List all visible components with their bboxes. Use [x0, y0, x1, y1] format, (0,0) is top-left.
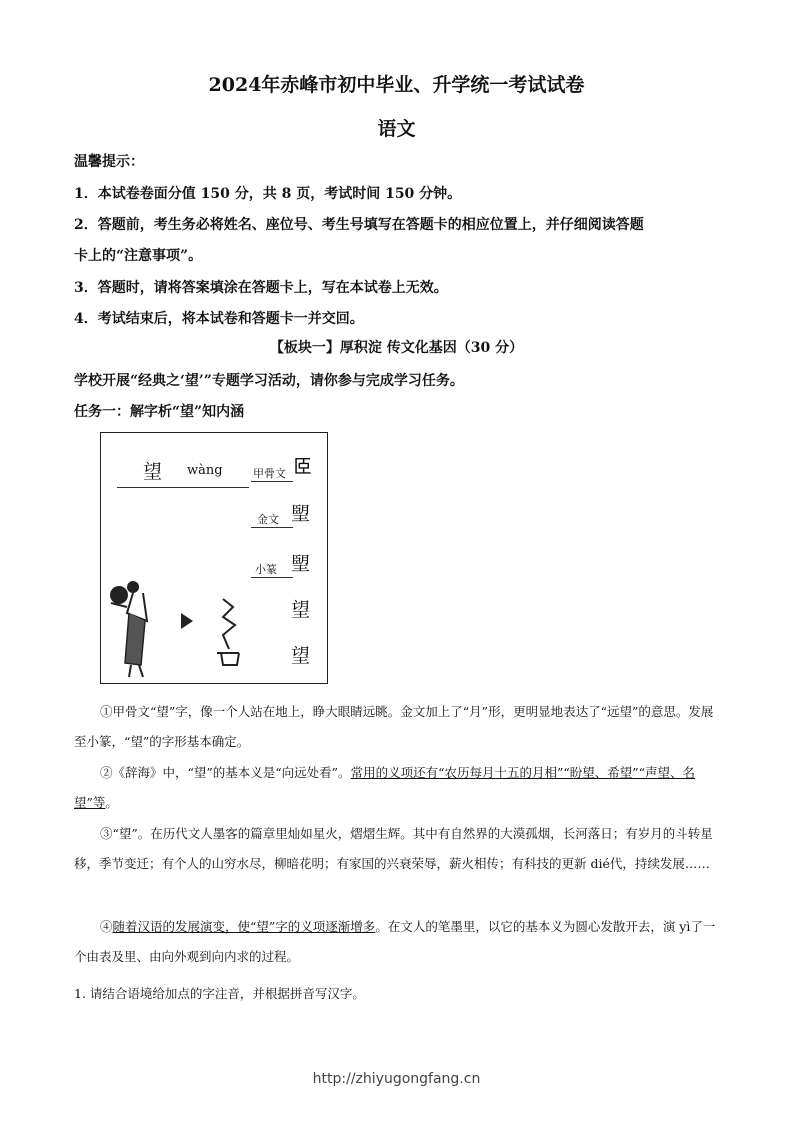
question-1: 1. 请结合语境给加点的字注音，并根据拼音写汉字。	[74, 986, 365, 1001]
glyph-small-seal: 朢	[291, 553, 311, 575]
tip-item-2: 2．答题前，考生务必将姓名、座位号、考生号填写在答题卡的相应位置上，并仔细阅读答题	[74, 217, 644, 233]
exam-title: 2024年赤峰市初中毕业、升学统一考试试卷	[208, 74, 585, 96]
glyph-regular: 望	[291, 645, 311, 667]
paragraph-2-start: ②《辞海》中，“望”的基本义是“向远处看”。	[100, 765, 351, 780]
label-underline-2	[251, 527, 293, 528]
paragraph-2-underlined: 常用的义项还有“农历每月十五的月相”“盼望、希望”“声望、名望”等	[74, 765, 696, 810]
subject-title: 语文	[377, 118, 416, 140]
figure-pinyin: wàng	[187, 463, 223, 478]
passage-paragraph-3: ③“望”。在历代文人墨客的篇章里灿如星火，熠熠生辉。其中有自然界的大漠孤烟，长河落日；有岁月的斗转星移，季节变迁；有个人的山穷水尽，柳暗花明；有家国的兴衰荣辱，薪火相传；有科技的更新 dié代，持续发展……	[74, 826, 713, 871]
figure-rule	[117, 487, 249, 488]
label-small-seal: 小篆	[255, 563, 277, 576]
task-one-title: 任务一：解字析“望”知内涵	[74, 404, 245, 420]
passage-paragraph-1: ①甲骨文“望”字，像一个人站在地上，睁大眼睛远眺。金文加上了“月”形，更明显地表达了“远望”的意思。发展至小篆，“望”的字形基本确定。	[74, 704, 714, 749]
paragraph-4-rest: 。在文人的笔墨里，以它的基本义为圆心发散开去，演 yì了一个由表及里、由向外观到向内求的过程。	[74, 919, 716, 964]
figure-character: 望	[143, 461, 163, 483]
person-gazing-illustration	[105, 573, 275, 681]
tip-item-4: 4．考试结束后，将本试卷和答题卡一并交回。	[74, 311, 364, 327]
paragraph-4-start: ④	[100, 919, 113, 934]
glyph-bronze: 朢	[291, 503, 311, 525]
paragraph-2-end: 。	[105, 795, 118, 810]
label-oracle-bone: 甲骨文	[253, 467, 286, 480]
passage-paragraph-2	[74, 758, 716, 818]
passage-paragraph-4	[74, 912, 716, 972]
label-underline-1	[251, 481, 293, 482]
glyph-oracle: 𦣞	[293, 456, 313, 478]
footer-url[interactable]: http://zhiyugongfang.cn	[312, 1071, 481, 1087]
tip-item-1: 1．本试卷卷面分值 150 分，共 8 页，考试时间 150 分钟。	[74, 186, 462, 202]
character-evolution-figure	[100, 432, 328, 684]
label-bronze: 金文	[257, 513, 279, 526]
paragraph-4-underlined: 随着汉语的发展演变，使“望”字的义项逐渐增多	[112, 919, 376, 934]
section-intro: 学校开展“经典之‘望’”专题学习活动，请你参与完成学习任务。	[74, 373, 464, 389]
tip-item-3: 3．答题时，请将答案填涂在答题卡上，写在本试卷上无效。	[74, 280, 448, 296]
tips-heading: 温馨提示：	[74, 154, 144, 170]
section-heading: 【板块一】厚积淀 传文化基因（30 分）	[269, 340, 524, 356]
glyph-clerical: 望	[291, 599, 311, 621]
tip-item-2-cont: 卡上的“注意事项”。	[74, 248, 203, 264]
